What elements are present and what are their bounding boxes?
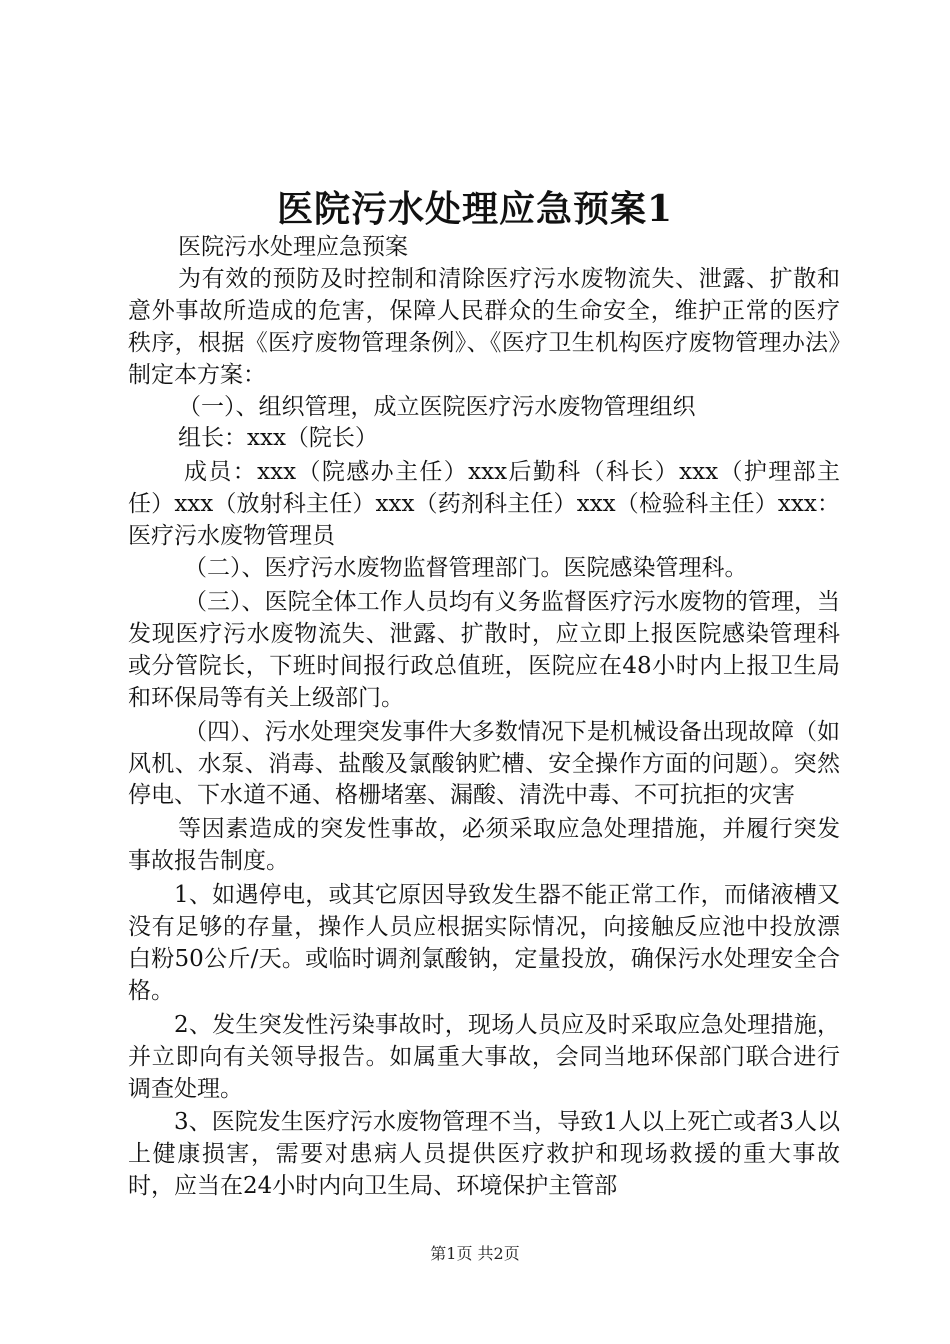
paragraph-item-2: 2、发生突发性污染事故时，现场人员应及时采取应急处理措施，并立即向有关领导报告。如属重大事故，会同当地环保部门联合进行调查处理。	[128, 1011, 840, 1102]
paragraph-factors: 等因素造成的突发性事故，必须采取应急处理措施，并履行突发事故报告制度。	[128, 816, 840, 875]
paragraph-section-4: （四）、污水处理突发事件大多数情况下是机械设备出现故障（如风机、水泵、消毒、盐酸及氯酸钠贮槽、安全操作方面的问题）。突然停电、下水道不通、格栅堵塞、漏酸、清洗中毒、不可抗拒的灾害	[128, 718, 840, 809]
paragraph-purpose: 为有效的预防及时控制和清除医疗污水废物流失、泄露、扩散和意外事故所造成的危害，保障人民群众的生命安全，维护正常的医疗秩序，根据《医疗废物管理条例》、《医疗卫生机构医疗废物管理办法》制定本方案：	[128, 265, 840, 388]
paragraph-item-3: 3、医院发生医疗污水废物管理不当，导致1人以上死亡或者3人以上健康损害，需要对患病人员提供医疗救护和现场救援的重大事故时，应当在24小时内向卫生局、环境保护主管部	[128, 1109, 840, 1200]
document-title: 医院污水处理应急预案1	[276, 188, 674, 230]
paragraph-leader: 组长：xxx（院长）	[178, 425, 378, 452]
page-footer: 第1页 共2页	[430, 1244, 520, 1263]
paragraph-section-2: （二）、医疗污水废物监督管理部门。医院感染管理科。	[184, 555, 748, 582]
paragraph-section-3: （三）、医院全体工作人员均有义务监督医疗污水废物的管理，当发现医疗污水废物流失、泄露、扩散时，应立即上报医院感染管理科或分管院长，下班时间报行政总值班，医院应在48小时内上报卫生局和环保局等有关上级部门。	[128, 588, 840, 711]
document-body	[128, 232, 840, 1203]
paragraph-item-1: 1、如遇停电，或其它原因导致发生器不能正常工作，而储液槽又没有足够的存量，操作人员应根据实际情况，向接触反应池中投放漂白粉50公斤/天。或临时调剂氯酸钠，定量投放，确保污水处理安全合格。	[128, 882, 840, 1004]
paragraph-members: 成员：xxx（院感办主任）xxx后勤科（科长）xxx（护理部主任）xxx（放射科主任）xxx（药剂科主任）xxx（检验科主任）xxx：医疗污水废物管理员	[128, 459, 840, 550]
paragraph-subtitle: 医院污水处理应急预案	[178, 234, 408, 260]
paragraph-section-1: （一）、组织管理，成立医院医疗污水废物管理组织	[178, 393, 696, 420]
